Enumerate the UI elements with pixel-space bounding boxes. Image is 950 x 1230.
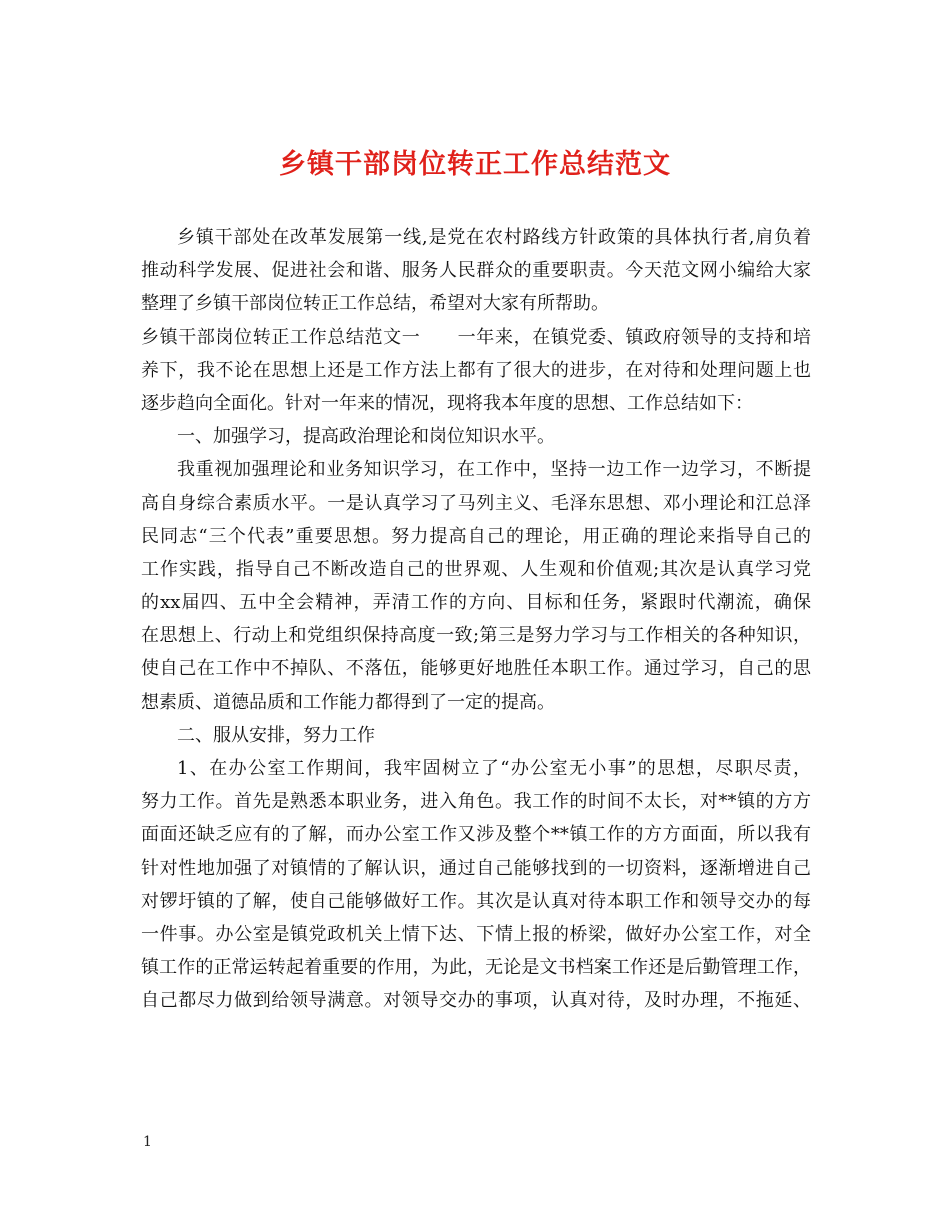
body-line: 针对性地加强了对镇情的了解认识，通过自己能够找到的一切资料，逐渐增进自己 [141,857,811,879]
body-line: 努力工作。首先是熟悉本职业务，进入角色。我工作的时间不太长，对**镇的方方 [141,791,811,813]
body-line: 使自己在工作中不掉队、不落伍，能够更好地胜任本职工作。通过学习，自己的思 [141,658,811,680]
body-line: 推动科学发展、促进社会和谐、服务人民群众的重要职责。今天范文网小编给大家 [141,260,811,282]
body-line: 面面还缺乏应有的了解，而办公室工作又涉及整个**镇工作的方方面面，所以我有 [141,824,811,846]
body-line: 1、在办公室工作期间，我牢固树立了“办公室无小事”的思想，尽职尽责， [177,758,811,779]
body-line: 镇工作的正常运转起着重要的作用，为此，无论是文书档案工作还是后勤管理工作， [141,957,811,979]
body-line: 高自身综合素质水平。一是认真学习了马列主义、毛泽东思想、邓小理论和江总泽 [141,492,811,514]
body-line: 在思想上、行动上和党组织保持高度一致;第三是努力学习与工作相关的各种知识， [141,625,811,647]
body-line: 乡镇干部岗位转正工作总结范文一 一年来，在镇党委、镇政府领导的支持和培 [141,326,811,348]
page-number: 1 [143,1134,152,1150]
body-line: 逐步趋向全面化。针对一年来的情况，现将我本年度的思想、工作总结如下： [141,392,753,414]
document-body [141,221,811,1018]
body-line: 工作实践，指导自己不断改造自己的世界观、人生观和价值观;其次是认真学习党 [141,558,811,580]
section-heading: 一、加强学习，提高政治理论和岗位知识水平。 [177,426,555,448]
body-line: 养下，我不论在思想上还是工作方法上都有了很大的进步，在对待和处理问题上也 [141,359,811,381]
body-line: 乡镇干部处在改革发展第一线,是党在农村路线方针政策的具体执行者,肩负着 [177,227,811,248]
body-line: 想素质、道德品质和工作能力都得到了一定的提高。 [141,691,555,713]
body-line: 我重视加强理论和业务知识学习，在工作中，坚持一边工作一边学习，不断提 [177,459,811,481]
body-line: 整理了乡镇干部岗位转正工作总结，希望对大家有所帮助。 [141,293,609,315]
section-heading: 二、服从安排，努力工作 [177,724,375,746]
document-title: 乡镇干部岗位转正工作总结范文 [279,149,671,180]
body-line: 民同志“三个代表”重要思想。努力提高自己的理论，用正确的理论来指导自己的 [141,525,811,547]
body-line: 自己都尽力做到给领导满意。对领导交办的事项，认真对待，及时办理，不拖延、 [141,990,811,1012]
body-line: 的xx届四、五中全会精神，弄清工作的方向、目标和任务，紧跟时代潮流，确保 [141,592,811,614]
body-line: 一件事。办公室是镇党政机关上情下达、下情上报的桥梁，做好办公室工作，对全 [141,923,811,945]
body-line: 对锣圩镇的了解，使自己能够做好工作。其次是认真对待本职工作和领导交办的每 [141,890,811,912]
